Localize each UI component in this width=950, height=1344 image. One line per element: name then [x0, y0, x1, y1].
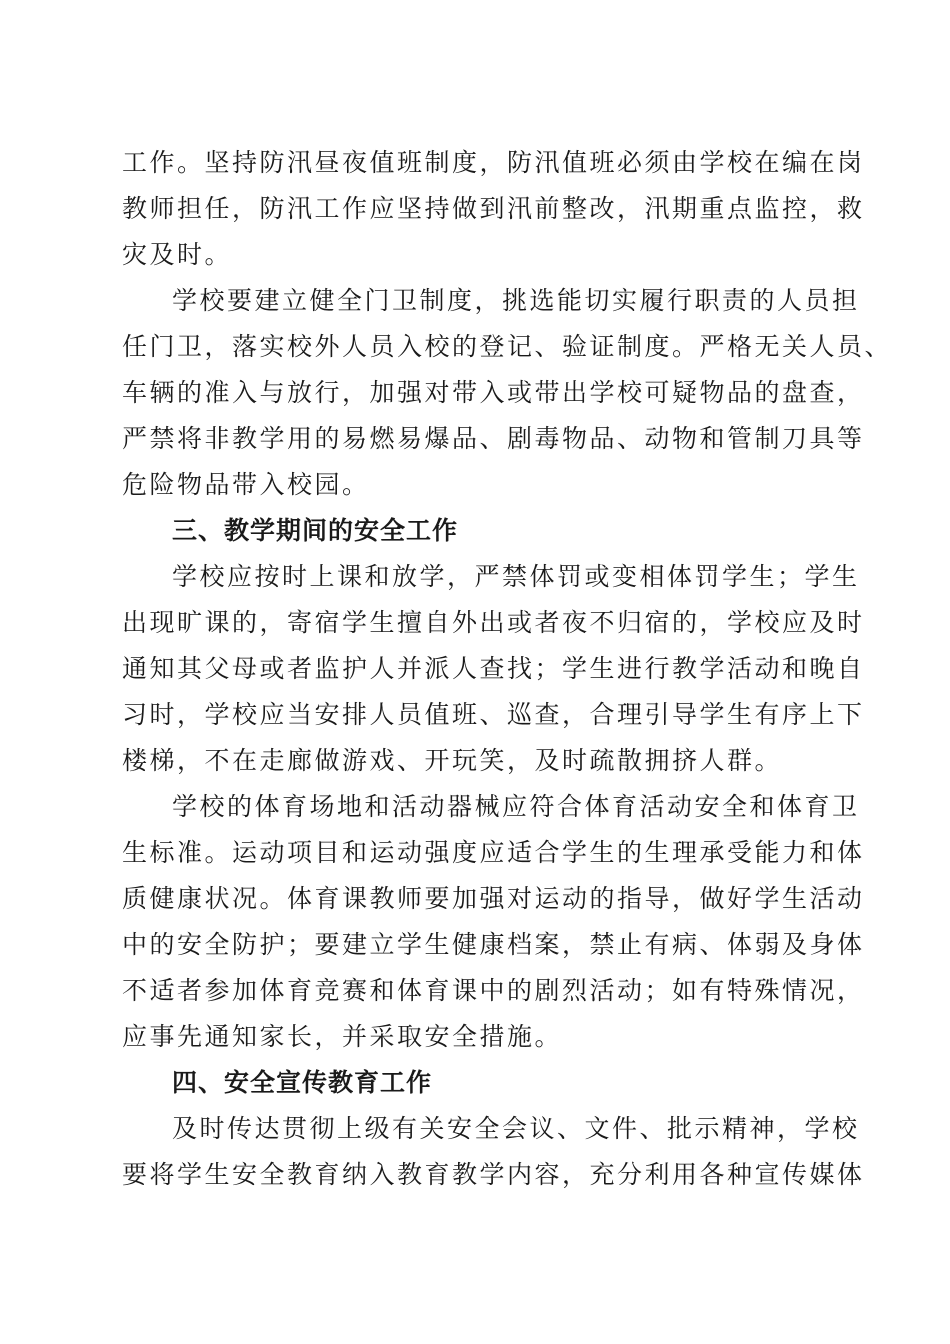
text-line: 车辆的准入与放行，加强对带入或带出学校可疑物品的盘查， — [122, 378, 865, 407]
section-heading-text: 四、安全宣传教育工作 — [172, 1068, 433, 1097]
text-line: 要将学生安全教育纳入教育教学内容，充分利用各种宣传媒体 — [122, 1160, 865, 1189]
text-line: 楼梯，不在走廊做游戏、开玩笑，及时疏散拥挤人群。 — [122, 746, 783, 775]
text-line: 学校的体育场地和活动器械应符合体育活动安全和体育卫 — [172, 792, 860, 821]
text-line: 出现旷课的，寄宿学生擅自外出或者夜不归宿的，学校应及时 — [122, 608, 865, 637]
text-line: 学校应按时上课和放学，严禁体罚或变相体罚学生；学生 — [172, 562, 860, 591]
paragraph — [122, 1106, 865, 1198]
text-line: 及时传达贯彻上级有关安全会议、文件、批示精神，学校 — [172, 1114, 860, 1143]
text-line: 习时，学校应当安排人员值班、巡查，合理引导学生有序上下 — [122, 700, 865, 729]
section-heading-text: 三、教学期间的安全工作 — [172, 516, 459, 545]
section-heading — [122, 508, 842, 554]
paragraph — [122, 140, 865, 278]
text-line: 应事先通知家长，并采取安全措施。 — [122, 1022, 563, 1051]
paragraph — [122, 554, 865, 784]
text-line: 通知其父母或者监护人并派人查找；学生进行教学活动和晚自 — [122, 654, 865, 683]
paragraph — [122, 278, 893, 508]
text-line: 生标准。运动项目和运动强度应适合学生的生理承受能力和体 — [122, 838, 865, 867]
text-line: 工作。坚持防汛昼夜值班制度，防汛值班必须由学校在编在岗 — [122, 148, 865, 177]
section-heading — [122, 1060, 842, 1106]
text-line: 任门卫，落实校外人员入校的登记、验证制度。严格无关人员、 — [122, 332, 893, 361]
paragraph — [122, 784, 865, 1060]
text-line: 质健康状况。体育课教师要加强对运动的指导，做好学生活动 — [122, 884, 865, 913]
text-line: 教师担任，防汛工作应坚持做到汛前整改，汛期重点监控，救 — [122, 194, 865, 223]
text-line: 不适者参加体育竞赛和体育课中的剧烈活动；如有特殊情况， — [122, 976, 865, 1005]
document-body — [122, 140, 893, 1198]
text-line: 中的安全防护；要建立学生健康档案，禁止有病、体弱及身体 — [122, 930, 865, 959]
text-line: 学校要建立健全门卫制度，挑选能切实履行职责的人员担 — [172, 286, 860, 315]
text-line: 灾及时。 — [122, 240, 233, 269]
text-line: 严禁将非教学用的易燃易爆品、剧毒物品、动物和管制刀具等 — [122, 424, 865, 453]
text-line: 危险物品带入校园。 — [122, 470, 370, 499]
